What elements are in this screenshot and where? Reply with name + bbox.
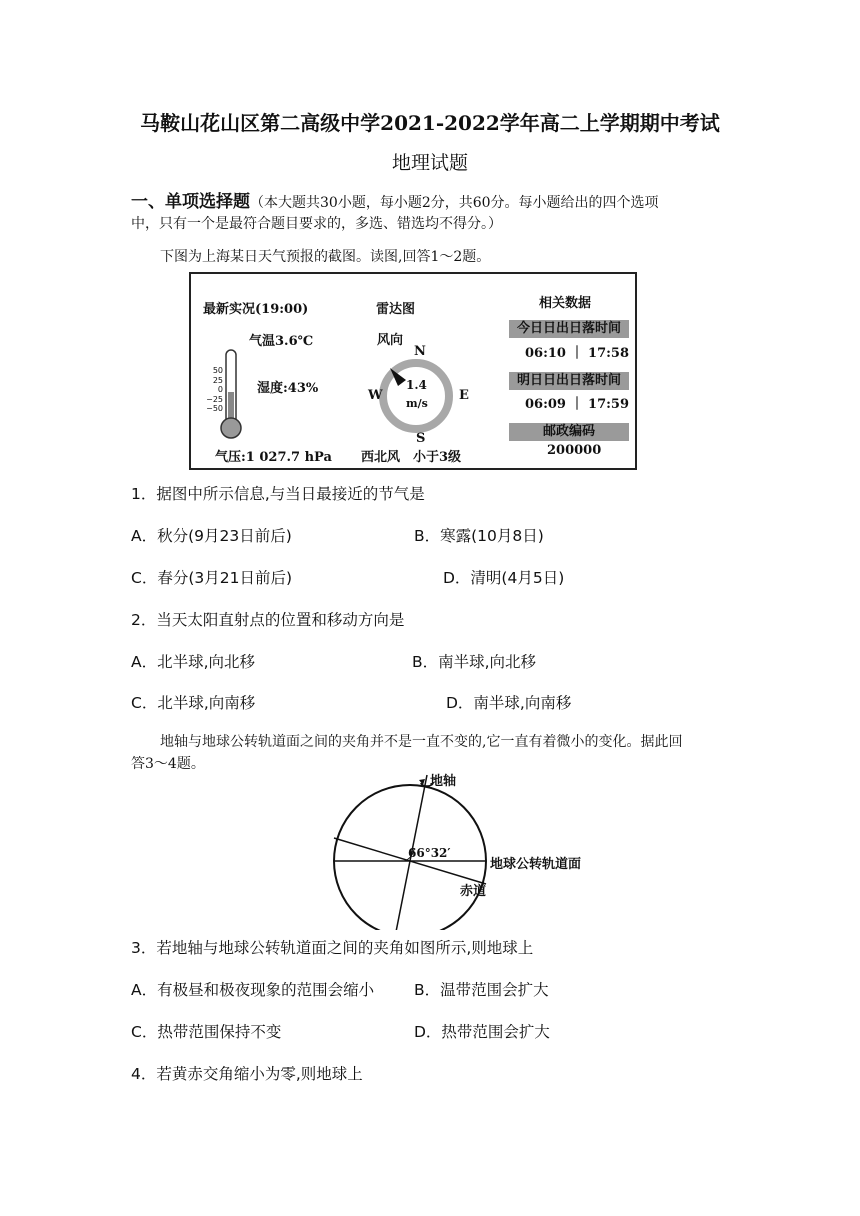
compass-east: E [459,388,469,403]
related-data-label: 相关数据 [539,296,592,311]
intro-2-line-2: 答3～4题。 [131,756,205,772]
thermometer-scale [205,366,223,414]
equator-label: 赤道 [460,884,487,899]
tomorrow-sun-label: 明日日出日落时间 [509,372,629,390]
intro-1: 下图为上海某日天气预报的截图。读图,回答1～2题。 [160,249,491,265]
intro-2-line-1: 地轴与地球公转轨道面之间的夹角并不是一直不变的,它一直有着微小的变化。据此回 [160,734,683,750]
question-1-option-a: A．秋分(9月23日前后) [131,527,292,545]
angle-label: 66°32′ [408,846,451,860]
postal-code-label: 邮政编码 [509,423,629,441]
today-sun-label: 今日日出日落时间 [509,320,629,338]
pressure-text: 气压:1 027.7 hPa [215,450,332,465]
thermo-tick: −50 [206,404,223,413]
latest-observation-label: 最新实况(19:00) [203,302,309,317]
question-1-option-c: C．春分(3月21日前后) [131,569,293,587]
thermo-tick: −25 [206,394,223,404]
humidity-text: 湿度:43% [257,381,319,396]
question-2-stem: 2．当天太阳直射点的位置和移动方向是 [131,611,405,629]
postal-code-value: 200000 [547,443,602,458]
orbit-plane-label: 地球公转轨道面 [490,857,582,872]
wind-speed-value: 1.4 [406,378,427,392]
question-3-option-b: B．温带范围会扩大 [414,981,549,999]
page-title: 马鞍山花山区第二高级中学2021-2022学年高二上学期期中考试 [140,111,720,135]
question-1-option-d: D．清明(4月5日) [443,569,565,587]
thermo-tick: 25 [212,375,223,385]
weather-forecast-panel [189,272,637,470]
question-4-stem: 4．若黄赤交角缩小为零,则地球上 [131,1065,363,1083]
tomorrow-sun-times: 06:09 ｜ 17:59 [525,397,630,412]
question-2-option-d: D．南半球,向南移 [446,694,572,712]
question-1-stem: 1．据图中所示信息,与当日最接近的节气是 [131,485,425,503]
earth-axis-diagram [320,770,590,930]
question-2-option-b: B．南半球,向北移 [412,653,537,671]
compass-north: N [414,344,426,359]
axis-label: 地轴 [430,774,457,789]
radar-label: 雷达图 [376,302,416,317]
wind-description: 西北风 小于3级 [361,450,462,465]
section-note-1: （本大题共30小题，每小题2分，共60分。每小题给出的四个选项 [250,195,659,211]
section-note-2: 中，只有一个是最符合题目要求的，多选、错选均不得分。） [131,216,502,232]
compass-south: S [416,431,426,446]
wind-speed-unit: m/s [406,397,428,410]
question-2-option-c: C．北半球,向南移 [131,694,256,712]
question-3-option-a: A．有极昼和极夜现象的范围会缩小 [131,981,375,999]
question-3-option-c: C．热带范围保持不变 [131,1023,282,1041]
question-2-option-a: A．北半球,向北移 [131,653,256,671]
question-3-option-d: D．热带范围会扩大 [414,1023,550,1041]
thermo-tick: 50 [212,366,223,375]
compass-west: W [368,388,383,403]
page-subtitle: 地理试题 [391,152,468,174]
section-title: 一、单项选择题 [131,192,250,212]
temperature-text: 气温3.6℃ [249,334,314,349]
wind-direction-label: 风向 [377,333,404,348]
wind-compass-icon [376,356,456,436]
question-1-option-b: B．寒露(10月8日) [414,527,544,545]
today-sun-times: 06:10 ｜ 17:58 [525,346,630,361]
question-3-stem: 3．若地轴与地球公转轨道面之间的夹角如图所示,则地球上 [131,939,534,957]
section-heading [131,187,659,212]
thermo-tick: 0 [217,385,223,394]
